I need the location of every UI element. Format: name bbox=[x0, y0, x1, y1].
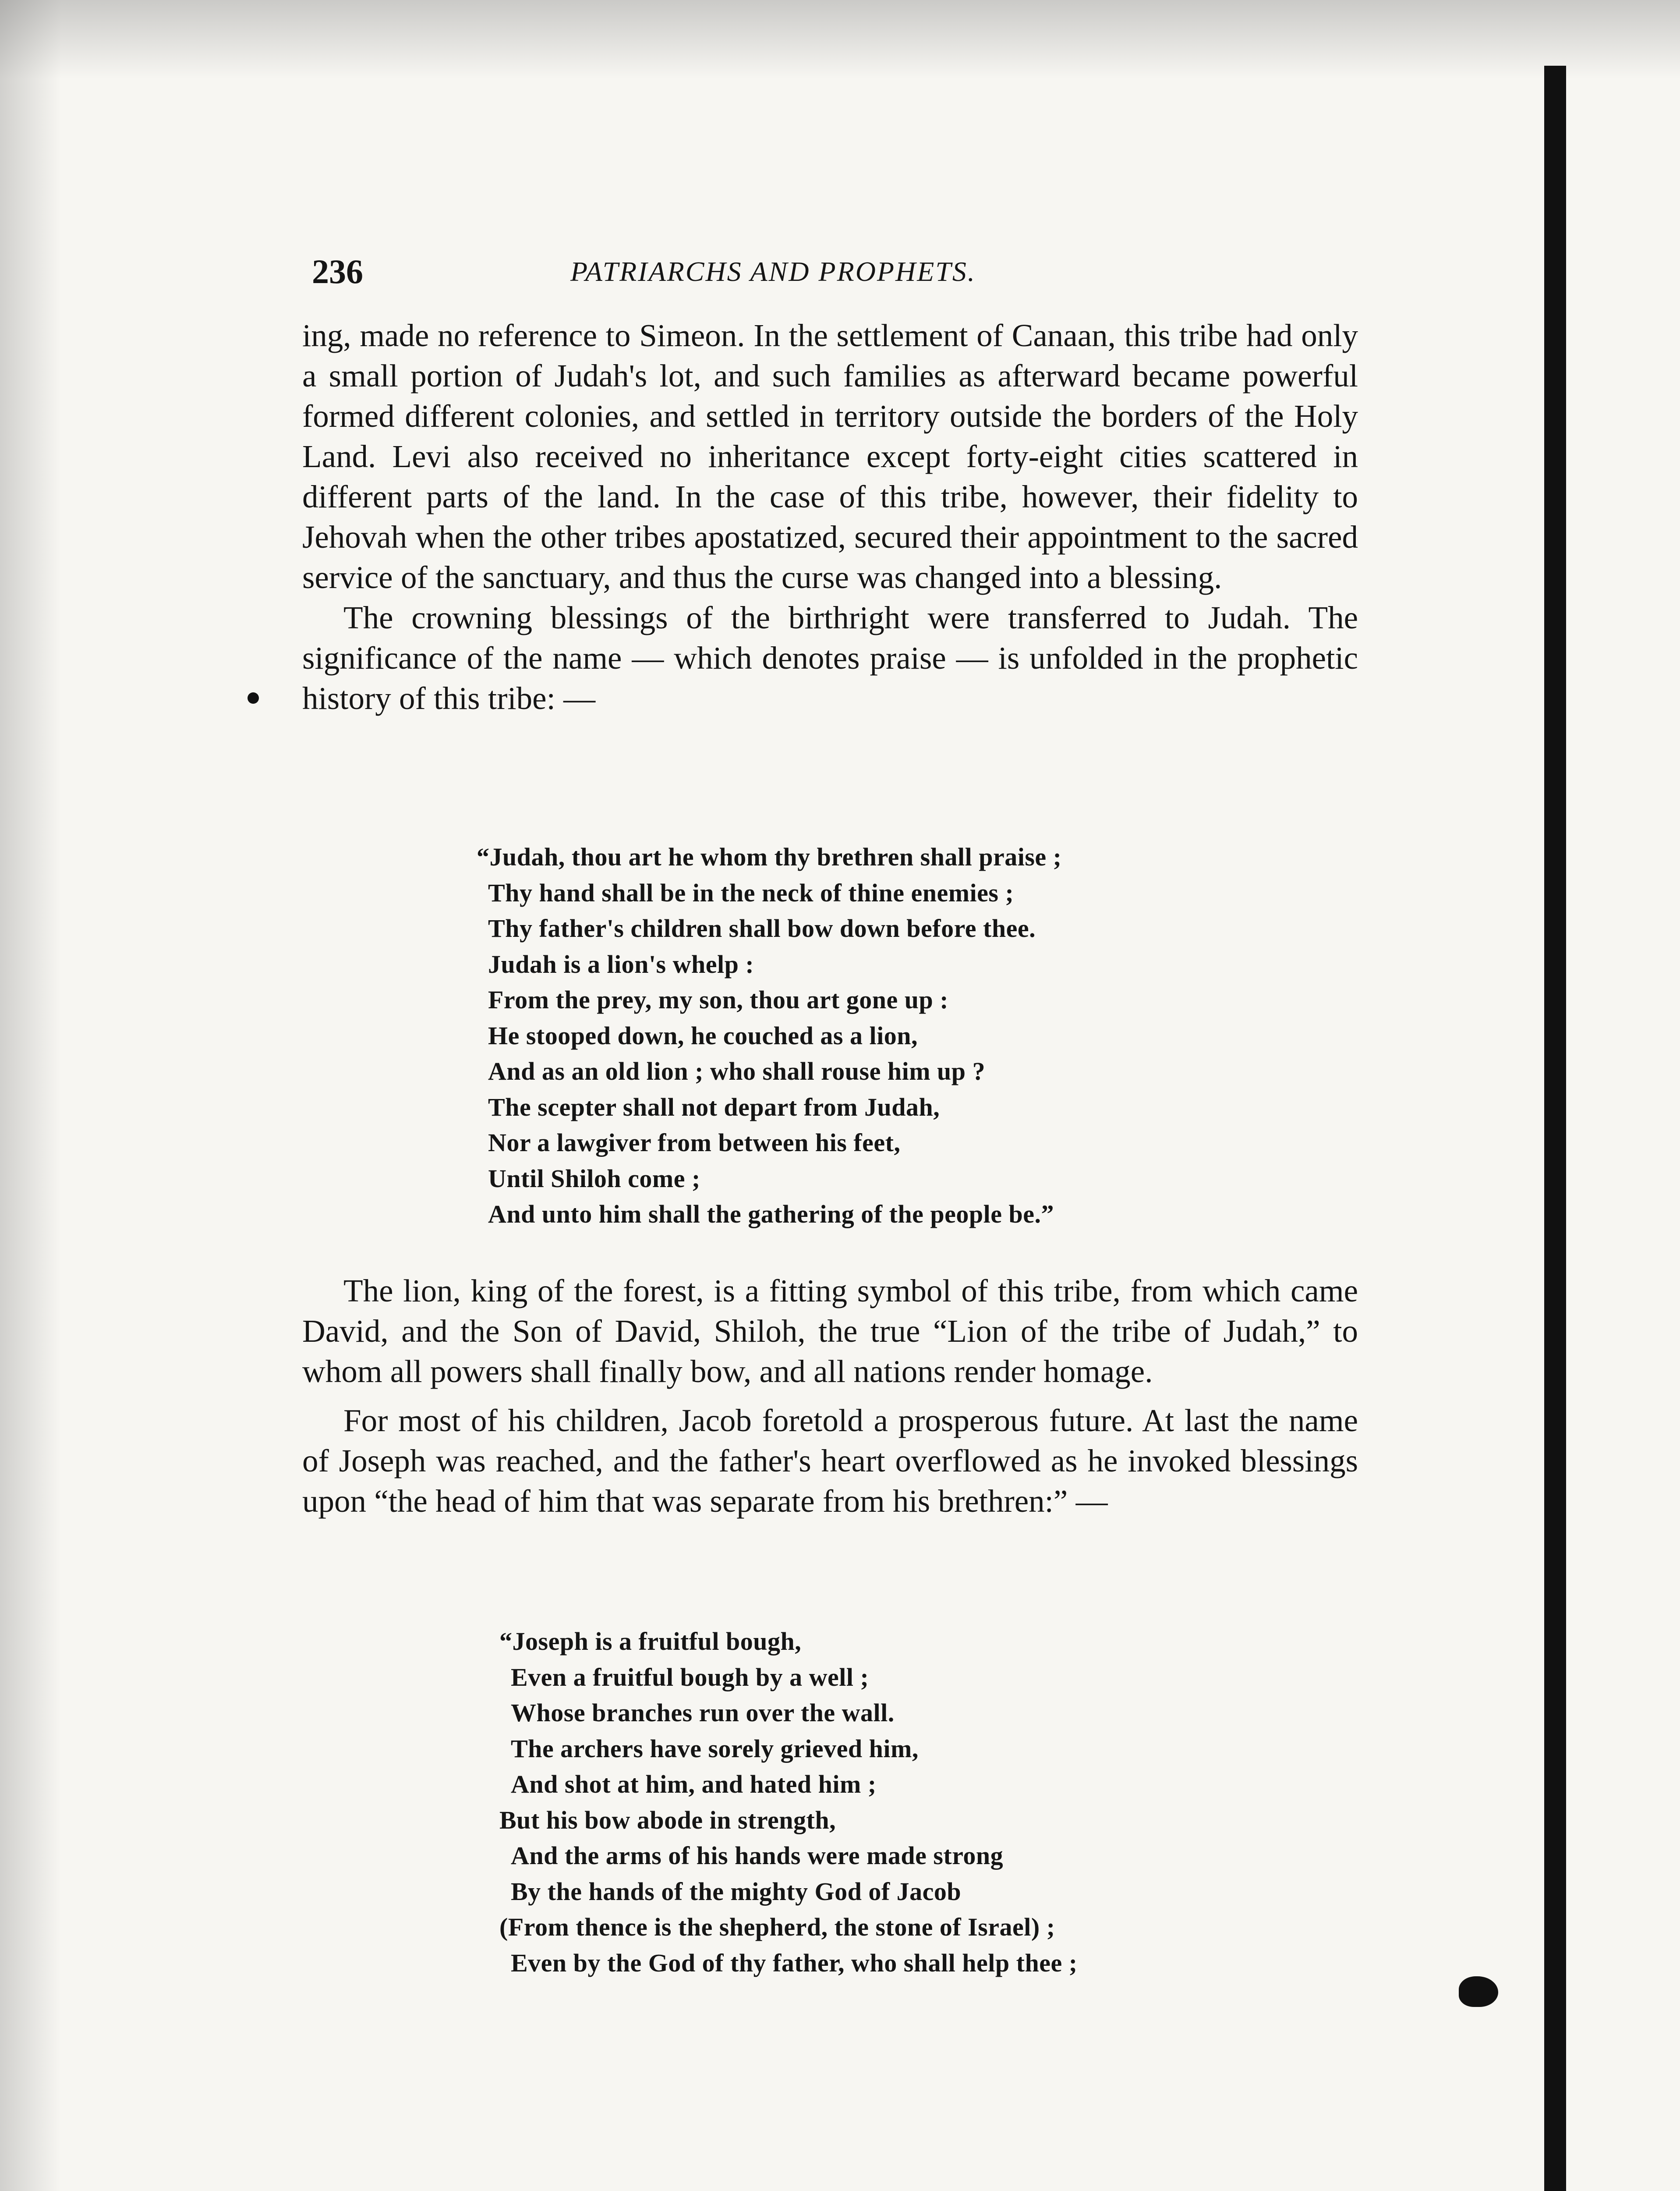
poem-line: Thy father's children shall bow down before thee. bbox=[488, 914, 1036, 943]
poem-line: Nor a lawgiver from between his feet, bbox=[488, 1128, 901, 1157]
poem-line: Even by the God of thy father, who shall help thee ; bbox=[511, 1948, 1078, 1977]
poem-line: He stooped down, he couched as a lion, bbox=[488, 1021, 918, 1050]
poem-line: (From thence is the shepherd, the stone of Israel) ; bbox=[499, 1913, 1055, 1941]
poem-line: From the prey, my son, thou art gone up : bbox=[488, 986, 949, 1014]
poem-line: “Joseph is a fruitful bough, bbox=[499, 1627, 802, 1656]
poem-line: But his bow abode in strength, bbox=[499, 1805, 836, 1834]
poem-line: “Judah, thou art he whom thy brethren shall praise ; bbox=[477, 843, 1062, 871]
running-title: PATRIARCHS AND PROPHETS. bbox=[570, 256, 976, 287]
poem-joseph bbox=[499, 1624, 1078, 1981]
body-text bbox=[302, 316, 1358, 719]
page-header bbox=[312, 252, 1363, 300]
binding-shadow-bar bbox=[1544, 66, 1566, 2191]
poem-line: Until Shiloh come ; bbox=[488, 1164, 700, 1193]
scan-edge-top bbox=[0, 0, 1680, 79]
paragraph-3: The lion, king of the forest, is a fitting symbol of this tribe, from which came David, and the Son of David, Shiloh, the true “Lion of the tribe of Judah,” to whom all powers shall finally bow, and all nations render homage. bbox=[302, 1273, 1358, 1389]
poem-judah bbox=[477, 839, 1061, 1232]
paragraph-4: For most of his children, Jacob foretold a prosperous future. At last the name of Joseph was reached, and the father's heart overflowed as he invoked blessings upon “the head of him that was separate from his brethren:” — bbox=[302, 1403, 1358, 1519]
body-text-middle bbox=[302, 1271, 1358, 1521]
poem-line: Thy hand shall be in the neck of thine enemies ; bbox=[488, 878, 1014, 907]
scan-edge-left bbox=[0, 0, 61, 2191]
paragraph-2: The crowning blessings of the birthright were transferred to Judah. The significance of the name — which denotes praise — is unfolded in the prophetic history of this tribe: — bbox=[302, 600, 1358, 716]
poem-line: And shot at him, and hated him ; bbox=[511, 1770, 877, 1798]
ink-blot bbox=[1459, 1976, 1498, 2007]
poem-line: Judah is a lion's whelp : bbox=[488, 950, 754, 979]
poem-line: By the hands of the mighty God of Jacob bbox=[511, 1877, 962, 1906]
poem-line: Whose branches run over the wall. bbox=[511, 1698, 895, 1727]
poem-line: Even a fruitful bough by a well ; bbox=[511, 1663, 869, 1691]
poem-line: The archers have sorely grieved him, bbox=[511, 1734, 919, 1763]
poem-line: The scepter shall not depart from Judah, bbox=[488, 1092, 940, 1121]
paragraph-1: ing, made no reference to Simeon. In the settlement of Canaan, this tribe had only a small portion of Judah's lot, and such families as afterward became powerful formed different colonies, and settled in territory outside the borders of the Holy Land. Levi also received no inheritance except forty-eight cities scattered in different parts of the land. In the case of this tribe, however, their fidelity to Jehovah when the other tribes apostatized, secured their appointment to the sacred service of the sanctuary, and thus the curse was changed into a blessing. bbox=[302, 318, 1358, 595]
poem-line: And as an old lion ; who shall rouse him up ? bbox=[488, 1057, 986, 1085]
poem-line: And the arms of his hands were made strong bbox=[511, 1841, 1004, 1870]
ink-dot bbox=[248, 692, 259, 704]
page-number: 236 bbox=[312, 252, 363, 291]
poem-line: And unto him shall the gathering of the people be.” bbox=[488, 1200, 1054, 1228]
